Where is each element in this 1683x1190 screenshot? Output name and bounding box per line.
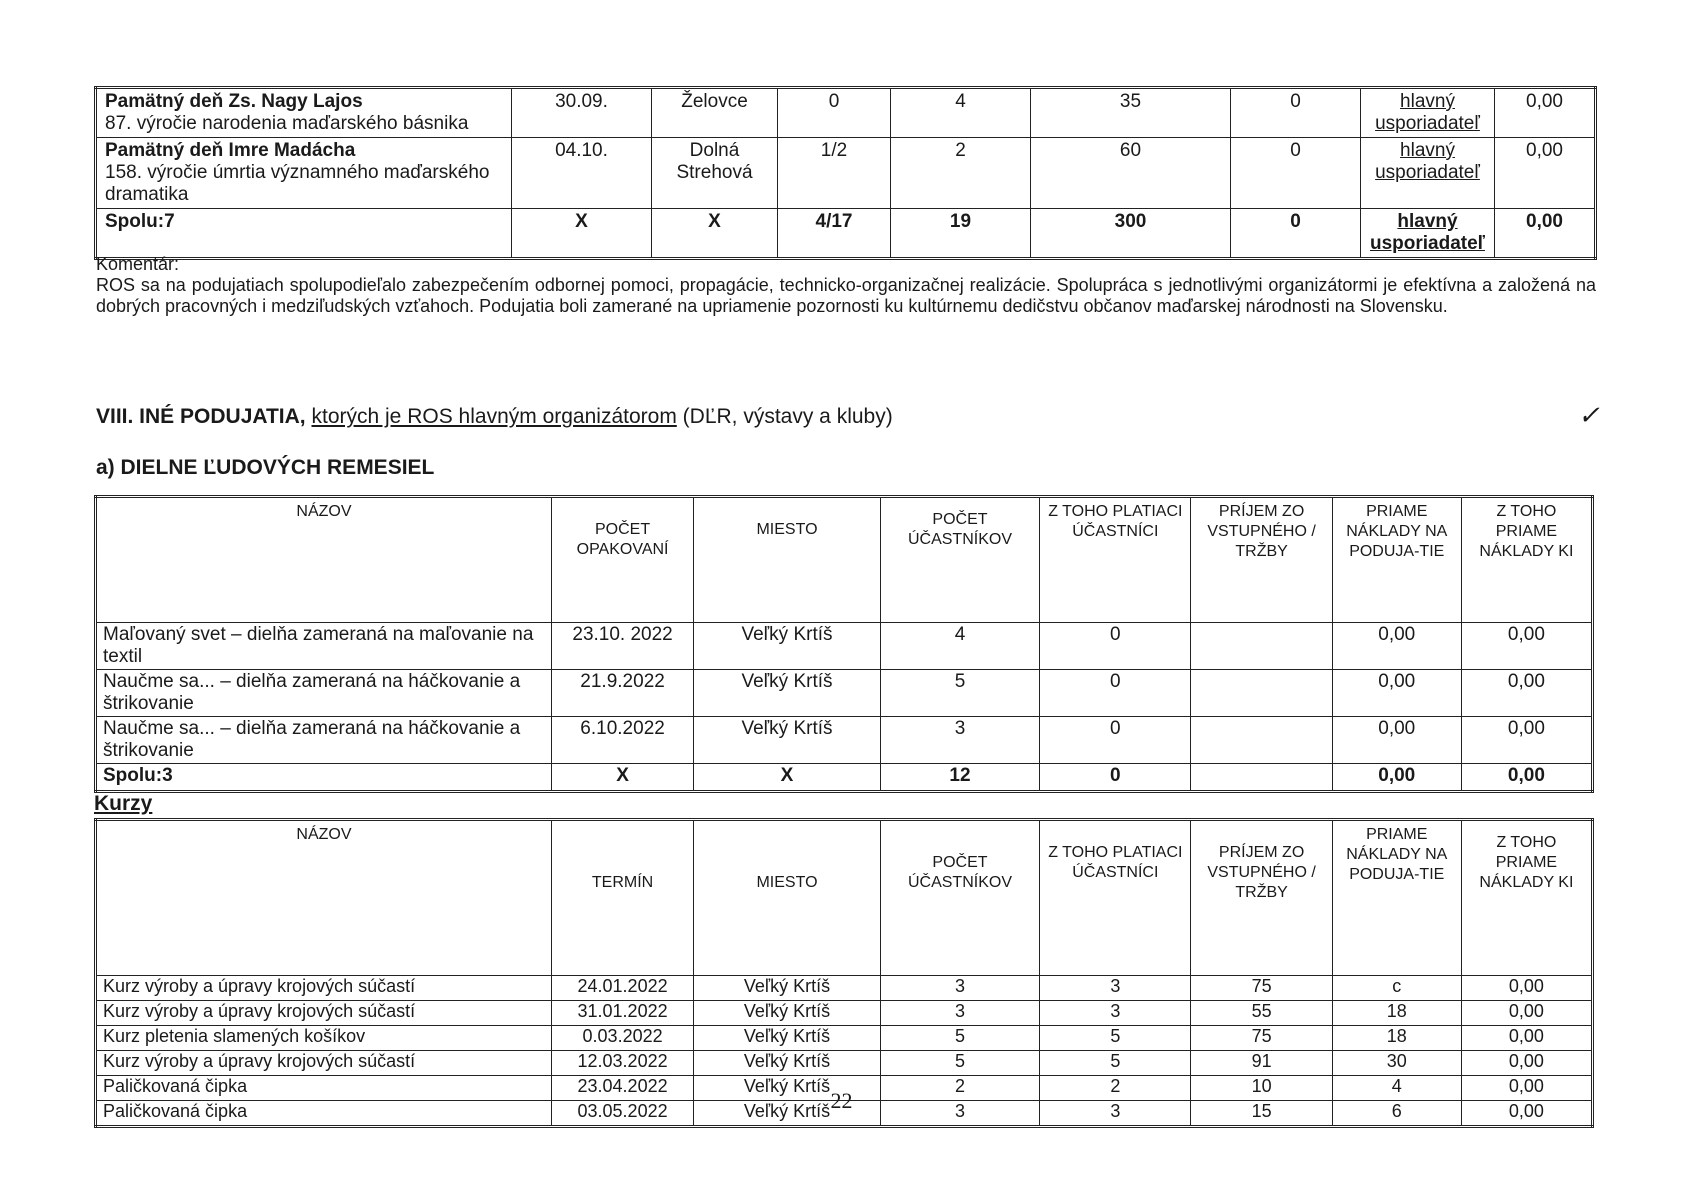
subsection-title: Kurzy: [94, 792, 153, 815]
table-cell: 75: [1191, 1026, 1332, 1051]
table-cell: Veľký Krtíš: [694, 623, 881, 670]
table-cell: 10: [1191, 1076, 1332, 1101]
course-name: Kurz pletenia slamených košíkov: [96, 1026, 552, 1051]
table-cell: Veľký Krtíš: [694, 1101, 881, 1127]
course-name: Kurz výroby a úpravy krojových súčastí: [96, 1051, 552, 1076]
table-header-row: [96, 497, 1593, 623]
table-cell: 0: [1040, 623, 1191, 670]
table-cell: 3: [1040, 1001, 1191, 1026]
table-cell: Veľký Krtíš: [694, 717, 881, 764]
comment-text: ROS sa na podujatiach spolupodieľalo zabezpečením odbornej pomoci, propagácie, technicko-organizačnej realizácie. Spolupráca s jednotlivými organizátormi je efektívna a založená na dobrých pracovných i medziľudských vzťahoch. Podujatia boli zamerané na upriamenie pozornosti ku kultúrnemu dedičstvu občanov maďarskej národnosti na Slovensku.: [96, 275, 1596, 316]
table-cell: 31.01.2022: [551, 1001, 693, 1026]
column-header: PRÍJEM ZO VSTUPNÉHO / TRŽBY: [1191, 497, 1332, 623]
table-row: [96, 670, 1593, 717]
table-cell: Veľký Krtíš: [694, 670, 881, 717]
table-cell: 6.10.2022: [551, 717, 693, 764]
page-number: 22: [830, 1088, 853, 1113]
table-cell: 18: [1332, 1001, 1461, 1026]
role-cell: hlavný usporiadateľ: [1361, 88, 1495, 138]
table-cell: 03.05.2022: [551, 1101, 693, 1127]
table-cell: 0,00: [1332, 670, 1461, 717]
table-row: [96, 1051, 1593, 1076]
table-cell: 91: [1191, 1051, 1332, 1076]
table-cell: 12.03.2022: [551, 1051, 693, 1076]
table-cell: 6: [1332, 1101, 1461, 1127]
table-cell: 2: [880, 1076, 1039, 1101]
table-cell: 15: [1191, 1101, 1332, 1127]
table-cell: 23.04.2022: [551, 1076, 693, 1101]
table-cell: c: [1332, 976, 1461, 1001]
table-cell: 21.9.2022: [551, 670, 693, 717]
table-cell: 0: [1231, 88, 1361, 138]
table-cell: 0: [1231, 138, 1361, 209]
section-heading-bold: VIII. INÉ PODUJATIA,: [96, 405, 306, 428]
table-cell: 5: [880, 670, 1039, 717]
table-cell: [1191, 623, 1332, 670]
table-cell: 0.03.2022: [551, 1026, 693, 1051]
table-cell: 4: [1332, 1076, 1461, 1101]
table-cell: 0,00: [1461, 1051, 1592, 1076]
cost-cell: 0,00: [1495, 209, 1596, 259]
column-header: Z TOHO PLATIACI ÚČASTNÍCI: [1040, 820, 1191, 976]
table-cell: 0,00: [1332, 764, 1461, 792]
check-mark-icon: ✓: [1578, 400, 1600, 430]
table-cell: 12: [880, 764, 1039, 792]
table-cell: 300: [1031, 209, 1231, 259]
cost-cell: 0,00: [1495, 138, 1596, 209]
table-cell: 3: [880, 717, 1039, 764]
table-cell: 3: [880, 1001, 1039, 1026]
column-header: NÁZOV: [96, 820, 552, 976]
table-cell: 0: [1040, 670, 1191, 717]
table-cell: 0,00: [1461, 717, 1592, 764]
cost-cell: 0,00: [1495, 88, 1596, 138]
table-cell: 30: [1332, 1051, 1461, 1076]
table-cell: X: [551, 764, 693, 792]
table-cell: 5: [1040, 1051, 1191, 1076]
column-header: POČET ÚČASTNÍKOV: [880, 820, 1039, 976]
table-row: [96, 1026, 1593, 1051]
total-row: [96, 764, 1593, 792]
table-cell: 0: [1231, 209, 1361, 259]
table-cell: 5: [880, 1051, 1039, 1076]
table-cell: 75: [1191, 976, 1332, 1001]
table-cell: 19: [891, 209, 1031, 259]
courses-table: [94, 818, 1594, 1128]
table-cell: Veľký Krtíš: [694, 1076, 881, 1101]
table-cell: 23.10. 2022: [551, 623, 693, 670]
table-cell: X: [652, 209, 778, 259]
place-cell: Želovce: [652, 88, 778, 138]
column-header: PRIAME NÁKLADY NA PODUJA-TIE: [1332, 820, 1461, 976]
workshop-name: Naučme sa... – dielňa zameraná na háčkovanie a štrikovanie: [96, 670, 552, 717]
date-cell: 04.10.: [512, 138, 652, 209]
table-cell: 3: [880, 976, 1039, 1001]
table-cell: Veľký Krtíš: [694, 1051, 881, 1076]
table-cell: 0,00: [1461, 623, 1592, 670]
table-cell: 0,00: [1461, 764, 1592, 792]
table-cell: X: [512, 209, 652, 259]
table-cell: 0,00: [1461, 1101, 1592, 1127]
column-header: PRIAME NÁKLADY NA PODUJA-TIE: [1332, 497, 1461, 623]
column-header: Z TOHO PRIAME NÁKLADY KI: [1461, 820, 1592, 976]
table-cell: 0,00: [1461, 1026, 1592, 1051]
table-cell: 4/17: [778, 209, 891, 259]
table-cell: 0,00: [1461, 670, 1592, 717]
role-cell: hlavný usporiadateľ: [1361, 209, 1495, 259]
role-cell: hlavný usporiadateľ: [1361, 138, 1495, 209]
table-cell: 2: [1040, 1076, 1191, 1101]
table-row: [96, 623, 1593, 670]
table-cell: Veľký Krtíš: [694, 1026, 881, 1051]
comment-label: Komentár:: [96, 254, 180, 274]
course-name: Paličkovaná čipka: [96, 1076, 552, 1101]
table-cell: [1191, 670, 1332, 717]
table-cell: [1191, 717, 1332, 764]
course-name: Kurz výroby a úpravy krojových súčastí: [96, 1001, 552, 1026]
table-cell: 35: [1031, 88, 1231, 138]
table-row: [96, 717, 1593, 764]
course-name: Paličkovaná čipka: [96, 1101, 552, 1127]
table-cell: X: [694, 764, 881, 792]
workshop-name: Naučme sa... – dielňa zameraná na háčkovanie a štrikovanie: [96, 717, 552, 764]
column-header: Z TOHO PRIAME NÁKLADY KI: [1461, 497, 1592, 623]
section-heading: [96, 405, 893, 429]
section-heading-underlined: ktorých je ROS hlavným organizátorom: [311, 405, 677, 428]
total-label: Spolu:7: [96, 209, 512, 259]
column-header: NÁZOV: [96, 497, 552, 623]
workshops-table: [94, 495, 1594, 793]
workshop-name: Maľovaný svet – dielňa zameraná na maľovanie na textil: [96, 623, 552, 670]
section-heading-rest: (DĽR, výstavy a kluby): [682, 405, 893, 428]
event-name-cell: Pamätný deň Imre Madácha 158. výročie úmrtia významného maďarského dramatika: [96, 138, 512, 209]
table-cell: 0: [778, 88, 891, 138]
course-name: Kurz výroby a úpravy krojových súčastí: [96, 976, 552, 1001]
table-cell: 0: [1040, 764, 1191, 792]
comment-block: [96, 254, 1596, 317]
table-cell: Veľký Krtíš: [694, 1001, 881, 1026]
table-cell: 0,00: [1332, 717, 1461, 764]
table-cell: 4: [891, 88, 1031, 138]
table-cell: 18: [1332, 1026, 1461, 1051]
table-cell: Veľký Krtíš: [694, 976, 881, 1001]
column-header: POČET OPAKOVANÍ: [551, 497, 693, 623]
total-row: [96, 209, 1596, 259]
table-cell: 0,00: [1332, 623, 1461, 670]
table-cell: 60: [1031, 138, 1231, 209]
column-header: TERMÍN: [551, 820, 693, 976]
column-header: MIESTO: [694, 497, 881, 623]
place-cell: Dolná Strehová: [652, 138, 778, 209]
table-cell: 5: [880, 1026, 1039, 1051]
table-row: [96, 1001, 1593, 1026]
table-cell: 3: [880, 1101, 1039, 1127]
column-header: Z TOHO PLATIACI ÚČASTNÍCI: [1040, 497, 1191, 623]
table-cell: 3: [1040, 1101, 1191, 1127]
table-header-row: [96, 820, 1593, 976]
table-cell: 0: [1040, 717, 1191, 764]
subsection-title: a) DIELNE ĽUDOVÝCH REMESIEL: [96, 456, 435, 479]
table-cell: 0,00: [1461, 976, 1592, 1001]
table-row: [96, 88, 1596, 138]
total-label: Spolu:3: [96, 764, 552, 792]
table-cell: 0,00: [1461, 1076, 1592, 1101]
table-cell: 55: [1191, 1001, 1332, 1026]
events-table: [94, 86, 1597, 260]
table-cell: 4: [880, 623, 1039, 670]
table-cell: [1191, 764, 1332, 792]
date-cell: 30.09.: [512, 88, 652, 138]
table-cell: 2: [891, 138, 1031, 209]
table-row: [96, 976, 1593, 1001]
table-cell: 1/2: [778, 138, 891, 209]
table-row: [96, 138, 1596, 209]
column-header: POČET ÚČASTNÍKOV: [880, 497, 1039, 623]
table-cell: 3: [1040, 976, 1191, 1001]
table-cell: 24.01.2022: [551, 976, 693, 1001]
table-cell: 5: [1040, 1026, 1191, 1051]
table-cell: 0,00: [1461, 1001, 1592, 1026]
column-header: MIESTO: [694, 820, 881, 976]
event-name-cell: Pamätný deň Zs. Nagy Lajos 87. výročie narodenia maďarského básnika: [96, 88, 512, 138]
column-header: PRÍJEM ZO VSTUPNÉHO / TRŽBY: [1191, 820, 1332, 976]
